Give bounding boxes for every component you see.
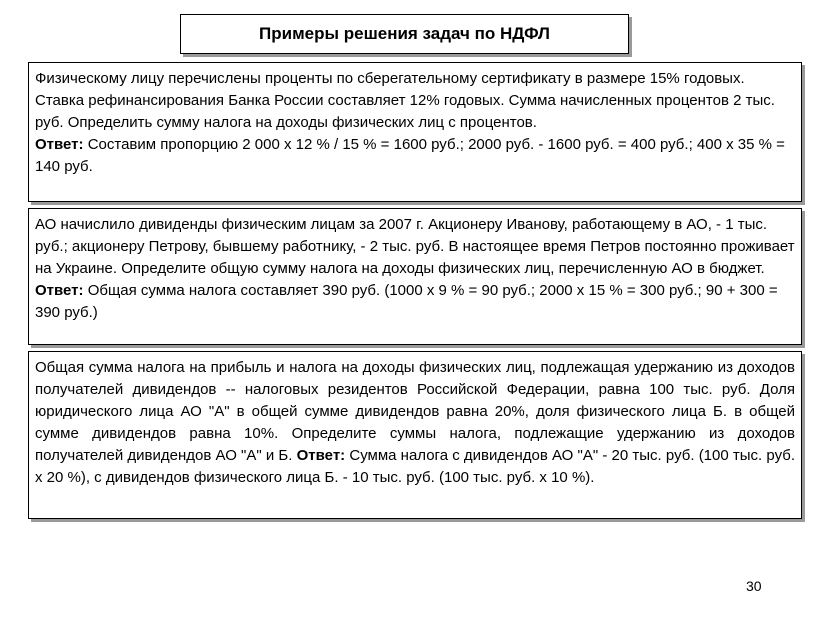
title-box: [180, 14, 629, 54]
problem-1-answer: Составим пропорцию 2 000 х 12 % / 15 % = 1600 руб.; 2000 руб. - 1600 руб. = 400 руб.; 400 х 35 % = 140 руб.: [35, 136, 785, 175]
problem-3-question: Общая сумма налога на прибыль и налога на доходы физических лиц, подлежащая удержанию из доходов получателей дивидендов -- налоговых резидентов Российской Федерации, равна 100 тыс. руб. Доля юридического лица АО "А" в общей сумме дивидендов равна 20%, доля физического лица Б. в общей сумме дивидендов равна 10%. Определите суммы налога, подлежащие удержанию из доходов получателей дивидендов АО "А" и Б.: [35, 359, 795, 464]
problem-3-answer-label: Ответ:: [296, 447, 346, 464]
problem-1-question: Физическому лицу перечислены проценты по сберегательному сертификату в размере 15% годовых. Ставка рефинансирования Банка России составляет 12% годовых. Сумма начисленных процентов 2 тыс. руб. Определить сумму налога на доходы физических лиц с процентов.: [35, 70, 775, 131]
problem-box-1: [28, 62, 802, 202]
problem-box-2: [28, 208, 802, 345]
problem-1-answer-label: Ответ:: [35, 136, 84, 153]
problem-2-answer-label: Ответ:: [35, 282, 84, 299]
problem-2-question: АО начислило дивиденды физическим лицам за 2007 г. Акционеру Иванову, работающему в АО, - 1 тыс. руб.; акционеру Петрову, бывшему работнику, - 2 тыс. руб. В настоящее время Петров постоянно проживает на Украине. Определите общую сумму налога на доходы физических лиц, перечисленную АО в бюджет.: [35, 216, 795, 277]
problem-3-answer: Сумма налога с дивидендов АО "А" - 20 тыс. руб. (100 тыс. руб. х 20 %), с дивидендов физического лица Б. - 10 тыс. руб. (100 тыс. руб. х 10 %).: [35, 447, 795, 486]
problem-2-answer: Общая сумма налога составляет 390 руб. (1000 х 9 % = 90 руб.; 2000 х 15 % = 300 руб.; 90 + 300 = 390 руб.): [35, 282, 778, 321]
problem-box-3: [28, 351, 802, 519]
page-number: 30: [746, 578, 762, 594]
page-title: Примеры решения задач по НДФЛ: [259, 24, 550, 43]
